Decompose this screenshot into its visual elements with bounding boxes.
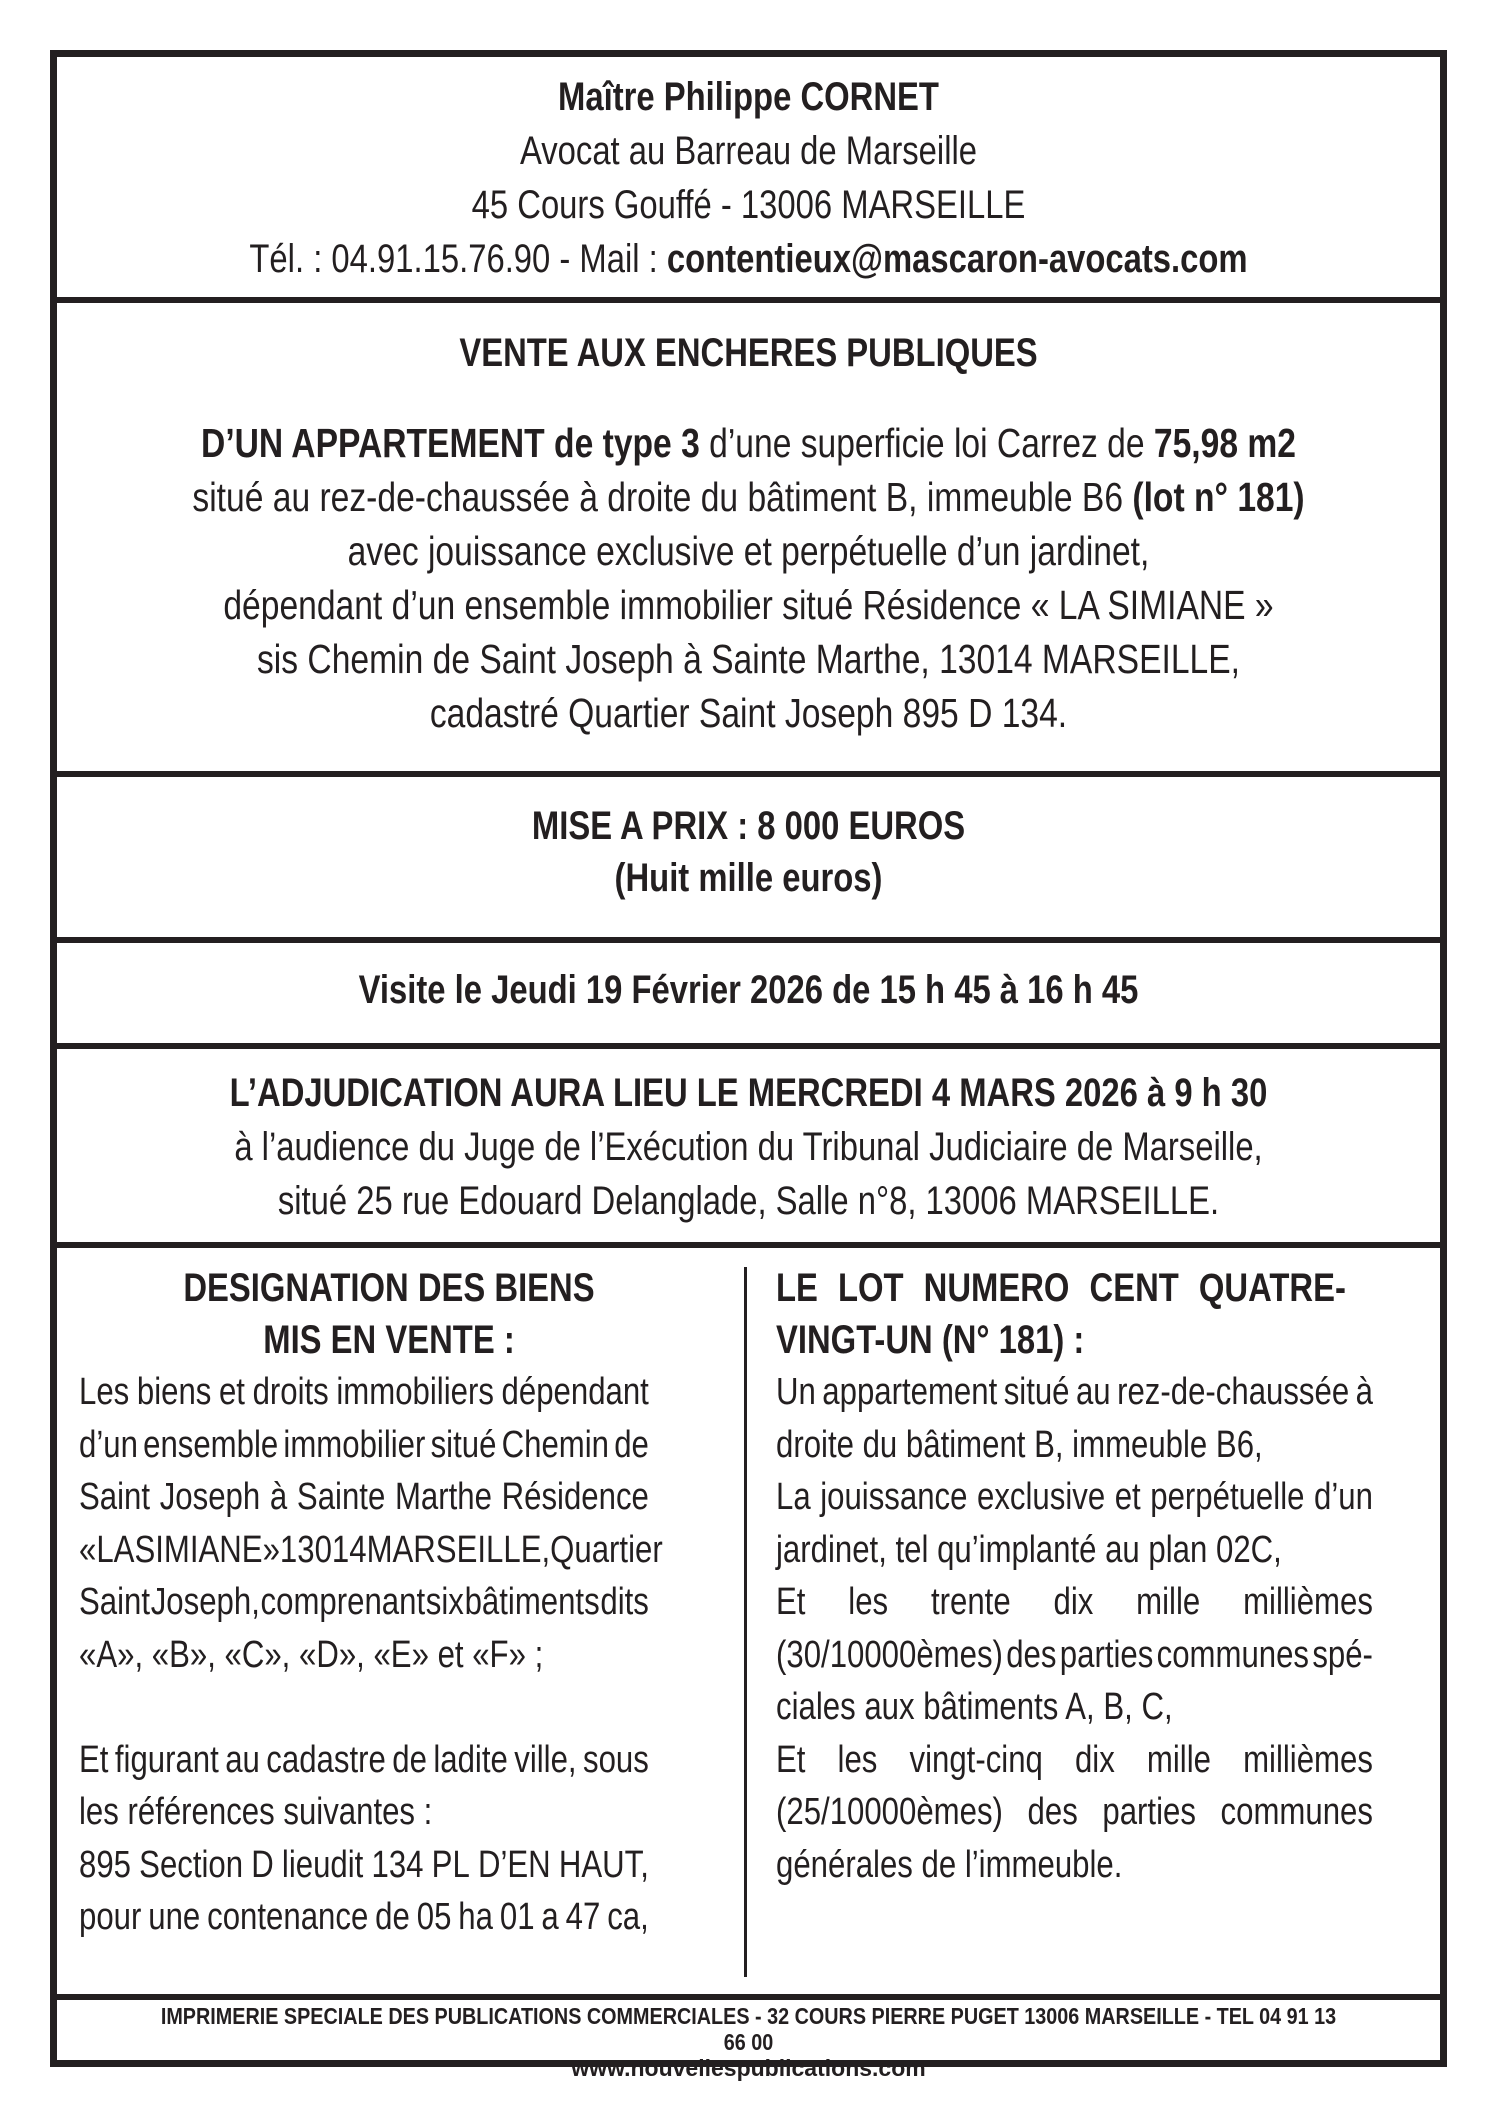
text-line: ciales aux bâtiments A, B, C, [776, 1686, 1173, 1728]
starting-price: MISE A PRIX : 8 000 EUROS [531, 804, 966, 848]
text-line: jardinet, tel qu’implanté au plan 02C, [776, 1528, 1282, 1571]
designation-column [79, 1262, 699, 1944]
lawyer-contact [181, 232, 1315, 286]
adjudication-court: à l’audience du Juge de l’Exécution du Tribunal Judiciaire de Marseille, [234, 1125, 1263, 1169]
starting-price-words: (Huit mille euros) [614, 856, 883, 900]
divider [50, 1994, 1447, 2000]
column-divider [744, 1267, 747, 1977]
adjudication-heading: L’ADJUDICATION AURA LIEU LE MERCREDI 4 MARS 2026 à 9 h 30 [229, 1071, 1268, 1115]
lot-number: (lot n° 181) [1132, 474, 1305, 520]
divider [50, 937, 1447, 943]
lawyer-address: 45 Cours Gouffé - 13006 MARSEILLE [471, 183, 1026, 227]
sale-line-1 [181, 416, 1315, 470]
apartment-type: D’UN APPARTEMENT de type 3 [201, 420, 700, 466]
lot-text [776, 1366, 1406, 1891]
lawyer-header [57, 70, 1440, 286]
adjudication-section [57, 1066, 1440, 1228]
text-line: Saint Joseph, comprenant six bâtiments dits [79, 1581, 649, 1623]
lot-column [776, 1262, 1406, 1891]
sale-heading: VENTE AUX ENCHERES PUBLIQUES [459, 331, 1038, 375]
designation-text [79, 1366, 699, 1944]
sale-line-3: avec jouissance exclusive et perpétuelle d’un jardinet, [347, 528, 1150, 574]
divider [50, 1242, 1447, 1248]
text-line: Et les trente dix mille millièmes [776, 1581, 1373, 1623]
phone-text: Tél. : 04.91.15.76.90 - Mail : [249, 237, 667, 281]
text-line: pour une contenance de 05 ha 01 a 47 ca, [79, 1896, 649, 1938]
lawyer-name: Maître Philippe CORNET [558, 75, 939, 119]
text-line: générales de l’immeuble. [776, 1843, 1123, 1886]
text-line: « LASIMIANE » 13014 MARSEILLE, Quartier [79, 1528, 663, 1571]
sale-line-2 [181, 470, 1315, 524]
surface-label: d’une superficie loi Carrez de [699, 420, 1154, 466]
text-line: droite du bâtiment B, immeuble B6, [776, 1423, 1263, 1466]
sale-line-4: dépendant d’un ensemble immobilier situé Résidence « LA SIMIANE » [223, 582, 1274, 628]
sale-section [57, 328, 1440, 740]
adjudication-address: situé 25 rue Edouard Delanglade, Salle n°8, 13006 MARSEILLE. [277, 1179, 1220, 1223]
text-line: La jouissance exclusive et perpétuelle d’un [776, 1476, 1373, 1518]
surface-value: 75,98 m2 [1153, 420, 1296, 466]
divider [50, 1043, 1447, 1049]
designation-heading-2: MIS EN VENTE : [263, 1318, 515, 1362]
price-section [57, 800, 1440, 904]
text-line: Et les vingt-cinq dix mille millièmes [776, 1738, 1373, 1781]
lot-heading-1: LE LOT NUMERO CENT QUATRE- [776, 1266, 1346, 1310]
text-line: (25/10000èmes) des parties communes [776, 1791, 1373, 1833]
text-line: Un appartement situé au rez-de-chaussée à [776, 1371, 1373, 1413]
printer-website[interactable]: www.nouvellespublications.com [571, 2055, 926, 2081]
text-line: 895 Section D lieudit 134 PL D’EN HAUT, [79, 1843, 649, 1886]
location-text: situé au rez-de-chaussée à droite du bâtiment B, immeuble B6 [192, 474, 1133, 520]
text-line: Les biens et droits immobiliers dépendant [79, 1371, 649, 1413]
text-line: «A», «B», «C», «D», «E» et «F» ; [79, 1633, 544, 1676]
designation-heading-1: DESIGNATION DES BIENS [183, 1266, 595, 1310]
visit-date: Visite le Jeudi 19 Février 2026 de 15 h 45 à 16 h 45 [358, 968, 1139, 1012]
text-line: d’un ensemble immobilier situé Chemin de [79, 1423, 649, 1466]
divider [50, 297, 1447, 303]
sale-line-5: sis Chemin de Saint Joseph à Sainte Marthe, 13014 MARSEILLE, [256, 636, 1241, 682]
divider [50, 771, 1447, 777]
text-line: les références suivantes : [79, 1791, 433, 1833]
sale-line-6: cadastré Quartier Saint Joseph 895 D 134. [429, 690, 1068, 736]
printer-footer [57, 2003, 1440, 2081]
printer-info: IMPRIMERIE SPECIALE DES PUBLICATIONS COMMERCIALES - 32 COURS PIERRE PUGET 13006 MARSEILLE - TEL 04 91 13 66 00 [160, 2003, 1337, 2055]
lawyer-title: Avocat au Barreau de Marseille [519, 129, 978, 173]
text-line: Saint Joseph à Sainte Marthe Résidence [79, 1476, 649, 1518]
text-line: (30/10000èmes) des parties communes spé- [776, 1633, 1373, 1676]
text-line: Et figurant au cadastre de ladite ville, sous [79, 1738, 649, 1781]
visit-section [57, 963, 1440, 1017]
lot-heading-2: VINGT-UN (N° 181) : [776, 1318, 1085, 1362]
email-link[interactable]: contentieux@mascaron-avocats.com [666, 237, 1248, 281]
text-line [79, 1681, 587, 1734]
